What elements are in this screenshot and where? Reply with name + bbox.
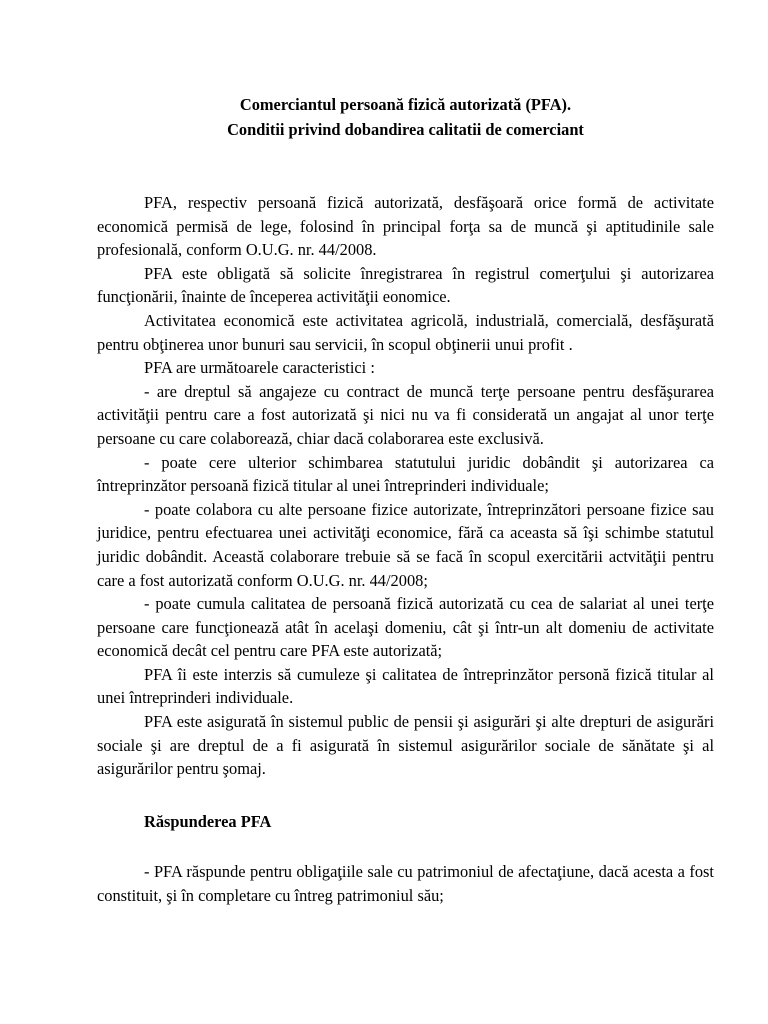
paragraph-pfa-definition: PFA, respectiv persoană fizică autorizată, desfăşoară orice formă de activitate economică permisă de lege, folosind în principal forţa sa de muncă şi aptitudinile sale profesională, conform O.U.G. nr. 44/2008.: [97, 193, 714, 260]
paragraph-insurance: PFA este asigurată în sistemul public de pensii şi asigurări şi alte drepturi de asigurări sociale şi are dreptul de a fi asigurată în sistemul asigurărilor sociale de sănătate şi al asigurărilor pentru şomaj.: [97, 712, 714, 779]
paragraph-characteristic-change-status: - poate cere ulterior schimbarea statutului juridic dobândit şi autorizarea ca întreprinzător persoană fizică titular al unei întreprinderi individuale;: [97, 452, 714, 496]
document-title: [97, 92, 714, 142]
paragraph-registration-obligation: PFA este obligată să solicite înregistrarea în registrul comerţului şi autorizarea funcţionării, înainte de începerea activităţii eonomice.: [97, 263, 714, 307]
paragraph-economic-activity: Activitatea economică este activitatea agricolă, industrială, comercială, desfăşurată pentru obţinerea unor bunuri sau servicii, în scopul obţinerii unui profit .: [97, 310, 714, 354]
paragraph-prohibition: PFA îi este interzis să cumuleze şi calitatea de întreprinzător personă fizică titular al unei întreprinderi individuale.: [97, 664, 714, 708]
title-line-2: Conditii privind dobandirea calitatii de comerciant: [227, 120, 584, 139]
paragraph-characteristic-cumulate: - poate cumula calitatea de persoană fizică autorizată cu cea de salariat al unei terţe persoane care funcţionează atât în acelaşi domeniu, cât şi într-un alt domeniu de activitate economică decât cel pentru care PFA este autorizată;: [97, 594, 714, 661]
paragraph-liability: - PFA răspunde pentru obligaţiile sale cu patrimoniul de afectaţiune, dacă acesta a fost constituit, şi în completare cu întreg patrimoniul său;: [97, 862, 714, 906]
paragraph-characteristics-intro: PFA are următoarele caracteristici :: [144, 358, 375, 378]
paragraph-characteristic-collaborate: - poate colabora cu alte persoane fizice autorizate, întreprinzători persoane fizice sau juridice, pentru efectuarea unei activităţi economice, fără ca aceasta să îşi schimbe statutul juridic dobândit. Această colaborare trebuie să se facă în scopul exercitării actvităţii pentru care a fost autorizată conform O.U.G. nr. 44/2008;: [97, 499, 714, 590]
paragraph-characteristic-employ: - are dreptul să angajeze cu contract de muncă terţe persoane pentru desfăşurarea activităţii pentru care a fost autorizată şi nici nu va fi considerată un angajat al unor terţe persoane cu care colaborează, chiar dacă colaborarea este exclusivă.: [97, 381, 714, 448]
section-heading-liability: Răspunderea PFA: [144, 811, 272, 831]
title-line-1: Comerciantul persoană fizică autorizată (PFA).: [239, 95, 572, 114]
